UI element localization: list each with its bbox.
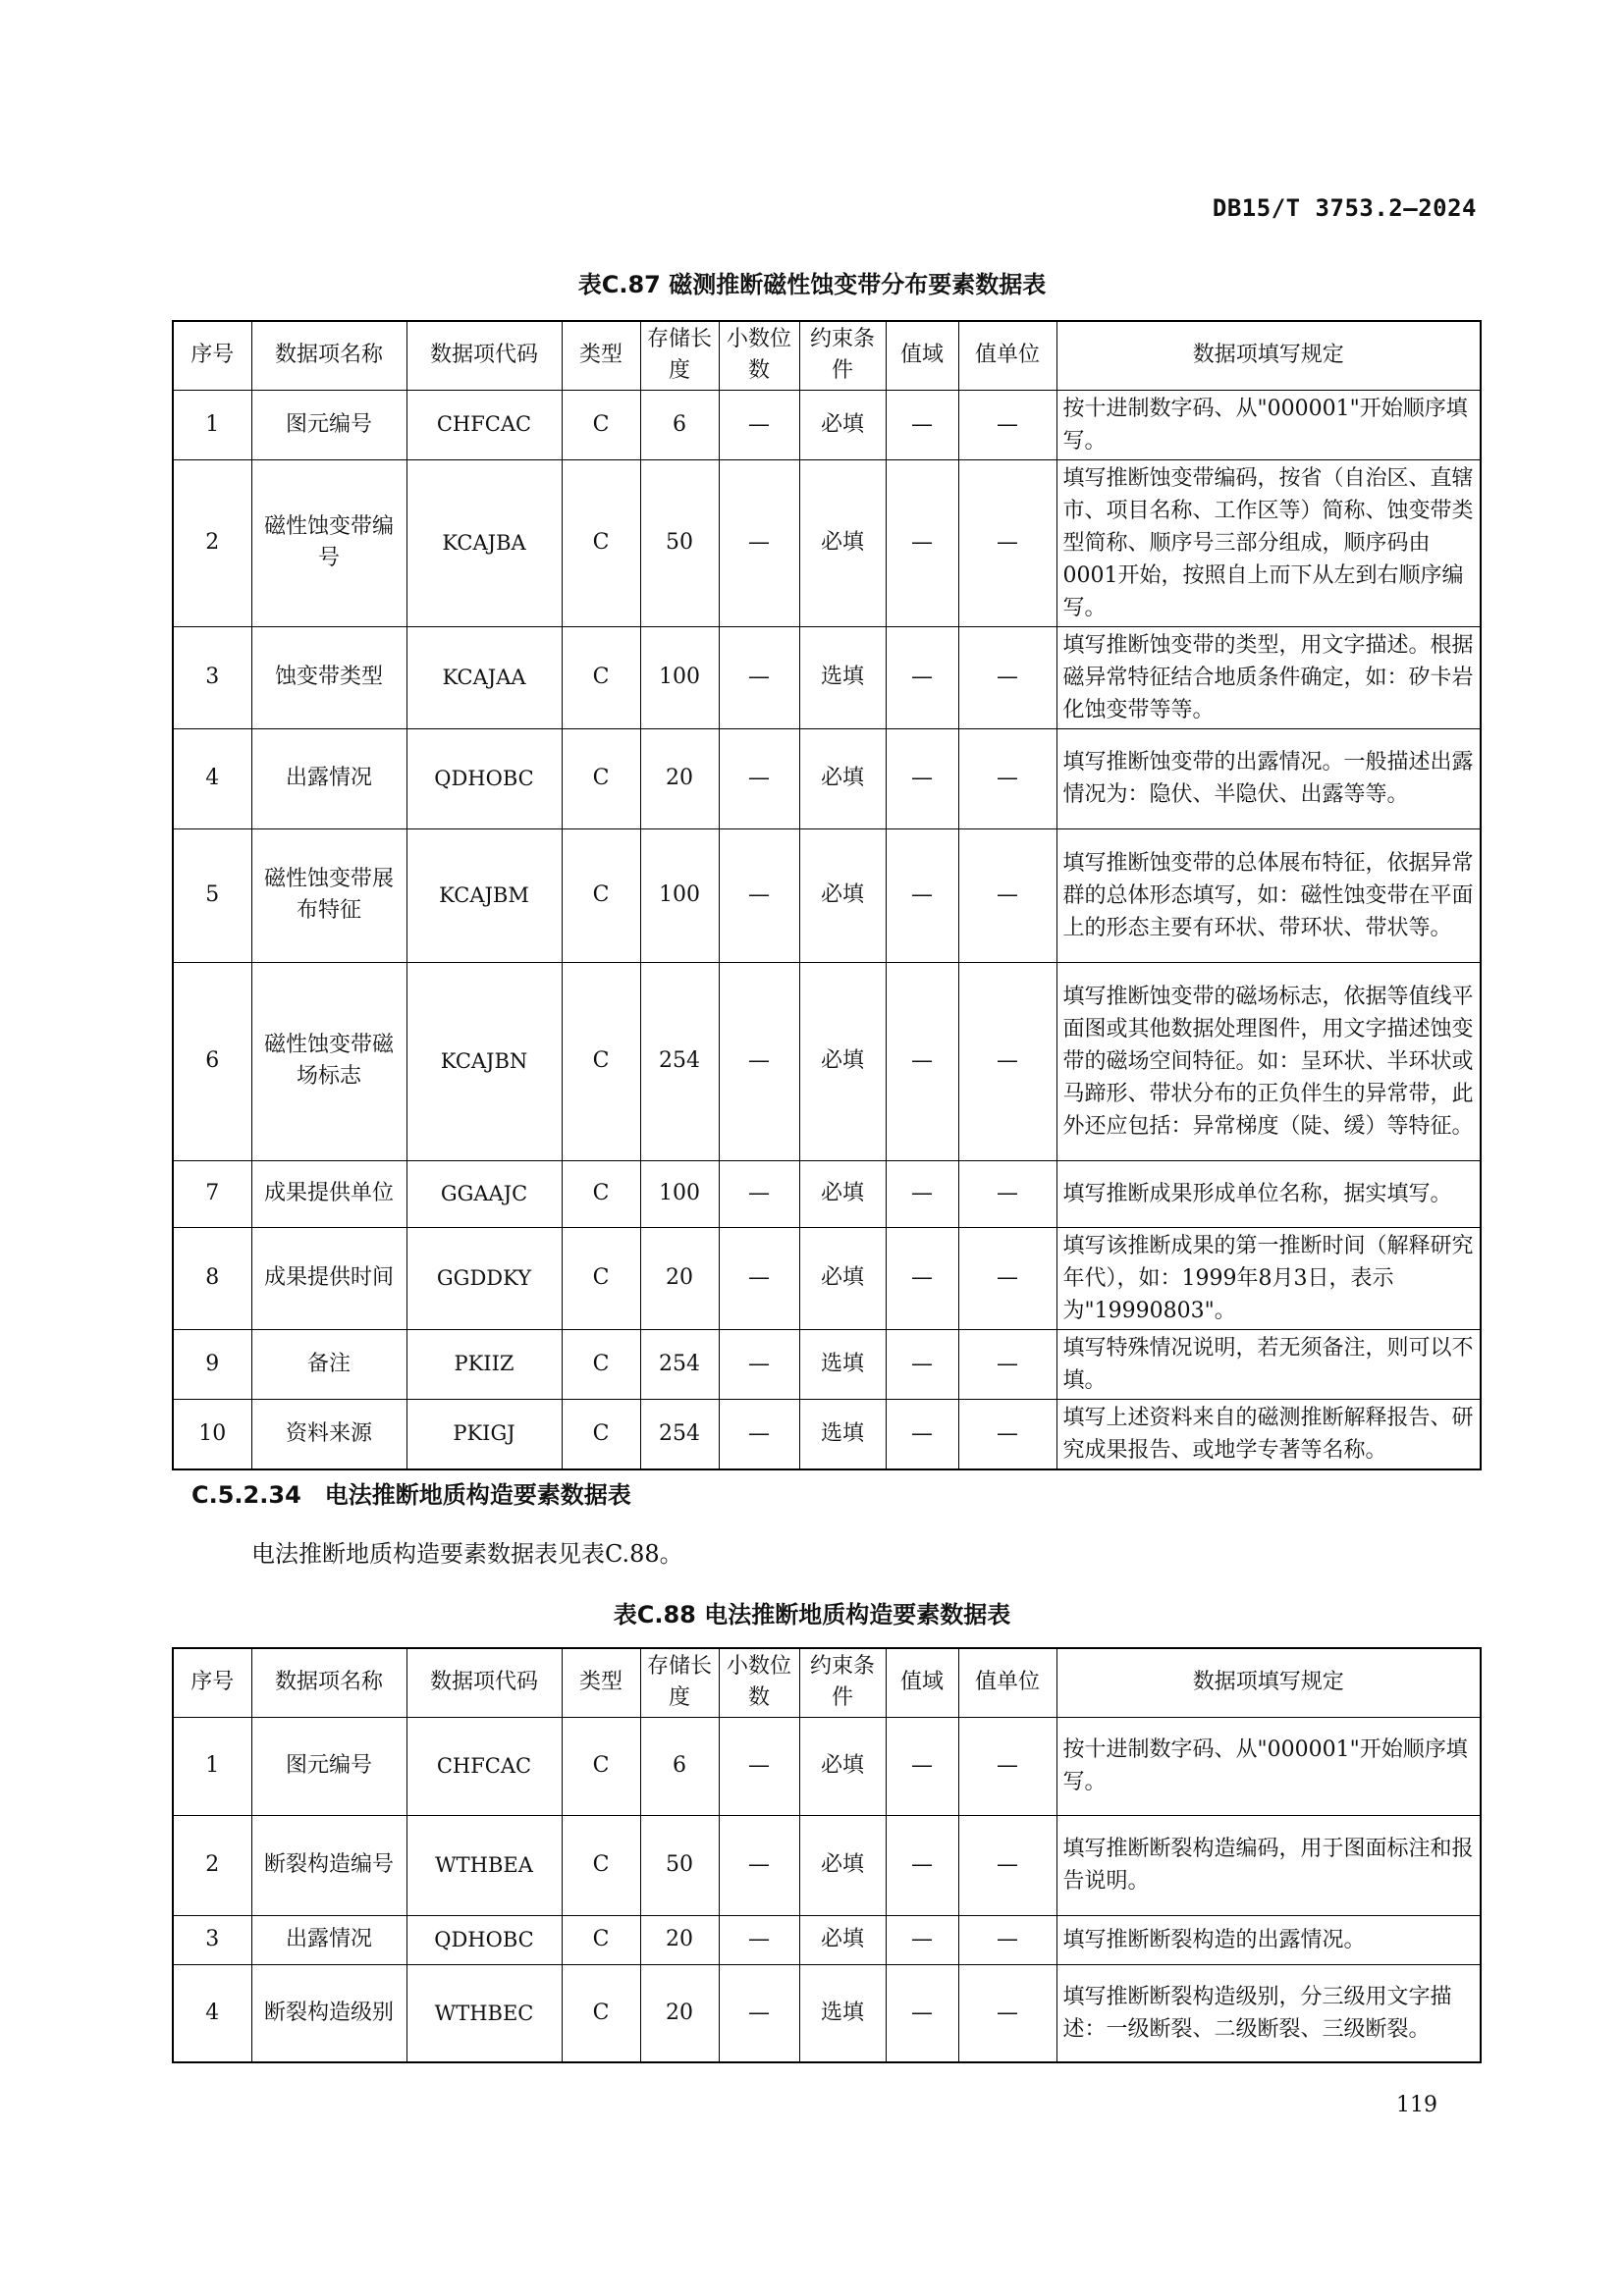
cell-length: 50 xyxy=(640,1815,719,1915)
table-row xyxy=(173,1329,1481,1399)
cell-type: C xyxy=(562,390,640,459)
cell-decimal: — xyxy=(719,1329,799,1399)
cell-constraint: 必填 xyxy=(799,1915,886,1964)
cell-seq: 3 xyxy=(173,1915,251,1964)
section-title: 电法推断地质构造要素数据表 xyxy=(324,1481,631,1509)
cell-unit: — xyxy=(958,1915,1056,1964)
table-row xyxy=(173,962,1481,1160)
cell-decimal: — xyxy=(719,728,799,828)
cell-type: C xyxy=(562,1915,640,1964)
cell-unit: — xyxy=(958,1399,1056,1469)
cell-seq: 4 xyxy=(173,1964,251,2062)
cell-item-code: QDHOBC xyxy=(406,728,562,828)
table-row xyxy=(173,390,1481,459)
table-row xyxy=(173,459,1481,626)
table-row xyxy=(173,1227,1481,1329)
cell-unit: — xyxy=(958,1227,1056,1329)
cell-length: 254 xyxy=(640,1329,719,1399)
cell-type: C xyxy=(562,459,640,626)
cell-item-name: 断裂构造编号 xyxy=(251,1815,406,1915)
cell-constraint: 必填 xyxy=(799,390,886,459)
table-row xyxy=(173,1815,1481,1915)
col-header-rule: 数据项填写规定 xyxy=(1056,1648,1481,1717)
col-header-decimal: 小数位数 xyxy=(719,1648,799,1717)
cell-type: C xyxy=(562,828,640,962)
col-header-unit: 值单位 xyxy=(958,321,1056,390)
cell-seq: 1 xyxy=(173,390,251,459)
cell-rule: 填写上述资料来自的磁测推断解释报告、研究成果报告、或地学专著等名称。 xyxy=(1056,1399,1481,1469)
col-header-constraint: 约束条件 xyxy=(799,321,886,390)
table-row xyxy=(173,626,1481,728)
table-row xyxy=(173,728,1481,828)
cell-seq: 4 xyxy=(173,728,251,828)
page-number: 119 xyxy=(1396,2093,1437,2117)
col-header-constraint: 约束条件 xyxy=(799,1648,886,1717)
cell-length: 20 xyxy=(640,1915,719,1964)
table-88 xyxy=(172,1647,1482,2063)
cell-range: — xyxy=(886,626,958,728)
cell-range: — xyxy=(886,1717,958,1815)
cell-seq: 7 xyxy=(173,1160,251,1227)
cell-decimal: — xyxy=(719,459,799,626)
col-header-type: 类型 xyxy=(562,321,640,390)
cell-item-name: 断裂构造级别 xyxy=(251,1964,406,2062)
cell-item-code: KCAJBM xyxy=(406,828,562,962)
cell-range: — xyxy=(886,1160,958,1227)
section-heading xyxy=(191,1475,631,1510)
standard-number: DB15/T 3753.2—2024 xyxy=(1212,194,1477,222)
cell-type: C xyxy=(562,1964,640,2062)
cell-decimal: — xyxy=(719,1964,799,2062)
cell-constraint: 必填 xyxy=(799,828,886,962)
cell-length: 100 xyxy=(640,1160,719,1227)
cell-item-name: 资料来源 xyxy=(251,1399,406,1469)
cell-length: 6 xyxy=(640,1717,719,1815)
col-header-length: 存储长度 xyxy=(640,1648,719,1717)
cell-range: — xyxy=(886,962,958,1160)
cell-unit: — xyxy=(958,459,1056,626)
cell-rule: 填写特殊情况说明，若无须备注，则可以不填。 xyxy=(1056,1329,1481,1399)
cell-type: C xyxy=(562,626,640,728)
cell-item-code: QDHOBC xyxy=(406,1915,562,1964)
table-87-header-row xyxy=(173,321,1481,390)
cell-item-name: 图元编号 xyxy=(251,1717,406,1815)
cell-decimal: — xyxy=(719,626,799,728)
cell-unit: — xyxy=(958,1329,1056,1399)
table-row xyxy=(173,828,1481,962)
cell-item-name: 磁性蚀变带磁场标志 xyxy=(251,962,406,1160)
cell-item-code: KCAJAA xyxy=(406,626,562,728)
cell-item-name: 成果提供单位 xyxy=(251,1160,406,1227)
cell-type: C xyxy=(562,1717,640,1815)
cell-rule: 填写推断蚀变带编码，按省（自治区、直辖市、项目名称、工作区等）简称、蚀变带类型简称、顺序号三部分组成，顺序码由0001开始，按照自上而下从左到右顺序编写。 xyxy=(1056,459,1481,626)
cell-constraint: 必填 xyxy=(799,1160,886,1227)
cell-item-name: 磁性蚀变带编号 xyxy=(251,459,406,626)
col-header-seq: 序号 xyxy=(173,1648,251,1717)
cell-constraint: 选填 xyxy=(799,626,886,728)
cell-type: C xyxy=(562,1815,640,1915)
cell-unit: — xyxy=(958,626,1056,728)
cell-length: 254 xyxy=(640,1399,719,1469)
cell-range: — xyxy=(886,1399,958,1469)
cell-rule: 填写推断断裂构造的出露情况。 xyxy=(1056,1915,1481,1964)
cell-rule: 填写推断断裂构造编码，用于图面标注和报告说明。 xyxy=(1056,1815,1481,1915)
table-87 xyxy=(172,320,1482,1470)
cell-rule: 按十进制数字码、从"000001"开始顺序填写。 xyxy=(1056,1717,1481,1815)
col-header-range: 值域 xyxy=(886,1648,958,1717)
cell-rule: 填写推断蚀变带的出露情况。一般描述出露情况为：隐伏、半隐伏、出露等等。 xyxy=(1056,728,1481,828)
section-number: C.5.2.34 xyxy=(191,1481,301,1509)
table-87-caption: 表C.87 磁测推断磁性蚀变带分布要素数据表 xyxy=(577,271,1047,298)
cell-item-code: CHFCAC xyxy=(406,1717,562,1815)
cell-rule: 填写推断断裂构造级别，分三级用文字描述：一级断裂、二级断裂、三级断裂。 xyxy=(1056,1964,1481,2062)
cell-range: — xyxy=(886,1329,958,1399)
cell-decimal: — xyxy=(719,1160,799,1227)
cell-seq: 10 xyxy=(173,1399,251,1469)
cell-type: C xyxy=(562,1329,640,1399)
cell-unit: — xyxy=(958,1815,1056,1915)
cell-range: — xyxy=(886,459,958,626)
cell-range: — xyxy=(886,1227,958,1329)
cell-item-name: 磁性蚀变带展布特征 xyxy=(251,828,406,962)
cell-decimal: — xyxy=(719,962,799,1160)
cell-seq: 8 xyxy=(173,1227,251,1329)
table-88-header-row xyxy=(173,1648,1481,1717)
cell-constraint: 选填 xyxy=(799,1964,886,2062)
cell-item-code: PKIIZ xyxy=(406,1329,562,1399)
cell-constraint: 必填 xyxy=(799,962,886,1160)
cell-range: — xyxy=(886,1964,958,2062)
cell-range: — xyxy=(886,1815,958,1915)
cell-rule: 填写推断蚀变带的类型，用文字描述。根据磁异常特征结合地质条件确定，如：矽卡岩化蚀变带等等。 xyxy=(1056,626,1481,728)
cell-rule: 填写推断蚀变带的磁场标志，依据等值线平面图或其他数据处理图件，用文字描述蚀变带的磁场空间特征。如：呈环状、半环状或马蹄形、带状分布的正负伴生的异常带，此外还应包括：异常梯度（陡、缓）等特征。 xyxy=(1056,962,1481,1160)
cell-decimal: — xyxy=(719,1399,799,1469)
col-header-length: 存储长度 xyxy=(640,321,719,390)
cell-decimal: — xyxy=(719,1815,799,1915)
col-header-type: 类型 xyxy=(562,1648,640,1717)
cell-constraint: 必填 xyxy=(799,728,886,828)
cell-unit: — xyxy=(958,1964,1056,2062)
cell-item-code: KCAJBA xyxy=(406,459,562,626)
cell-seq: 2 xyxy=(173,459,251,626)
cell-rule: 填写推断成果形成单位名称，据实填写。 xyxy=(1056,1160,1481,1227)
table-row xyxy=(173,1964,1481,2062)
cell-item-code: GGDDKY xyxy=(406,1227,562,1329)
cell-seq: 6 xyxy=(173,962,251,1160)
table-row xyxy=(173,1399,1481,1469)
cell-decimal: — xyxy=(719,1717,799,1815)
table-88-caption: 表C.88 电法推断地质构造要素数据表 xyxy=(613,1601,1011,1629)
cell-constraint: 必填 xyxy=(799,1717,886,1815)
cell-item-name: 成果提供时间 xyxy=(251,1227,406,1329)
cell-length: 100 xyxy=(640,828,719,962)
cell-rule: 填写该推断成果的第一推断时间（解释研究年代），如：1999年8月3日，表示为"19990803"。 xyxy=(1056,1227,1481,1329)
col-header-item-name: 数据项名称 xyxy=(251,1648,406,1717)
cell-range: — xyxy=(886,390,958,459)
cell-item-name: 备注 xyxy=(251,1329,406,1399)
col-header-unit: 值单位 xyxy=(958,1648,1056,1717)
cell-type: C xyxy=(562,728,640,828)
table-row xyxy=(173,1160,1481,1227)
cell-range: — xyxy=(886,1915,958,1964)
cell-constraint: 必填 xyxy=(799,1815,886,1915)
cell-item-code: KCAJBN xyxy=(406,962,562,1160)
cell-length: 20 xyxy=(640,728,719,828)
cell-length: 20 xyxy=(640,1964,719,2062)
cell-item-code: CHFCAC xyxy=(406,390,562,459)
col-header-item-code: 数据项代码 xyxy=(406,1648,562,1717)
cell-length: 20 xyxy=(640,1227,719,1329)
col-header-rule: 数据项填写规定 xyxy=(1056,321,1481,390)
cell-decimal: — xyxy=(719,828,799,962)
cell-item-name: 蚀变带类型 xyxy=(251,626,406,728)
cell-constraint: 选填 xyxy=(799,1329,886,1399)
cell-type: C xyxy=(562,1399,640,1469)
col-header-range: 值域 xyxy=(886,321,958,390)
cell-unit: — xyxy=(958,828,1056,962)
cell-seq: 1 xyxy=(173,1717,251,1815)
cell-rule: 填写推断蚀变带的总体展布特征，依据异常群的总体形态填写，如：磁性蚀变带在平面上的形态主要有环状、带环状、带状等。 xyxy=(1056,828,1481,962)
cell-seq: 5 xyxy=(173,828,251,962)
cell-range: — xyxy=(886,728,958,828)
cell-seq: 2 xyxy=(173,1815,251,1915)
cell-type: C xyxy=(562,962,640,1160)
cell-item-code: WTHBEA xyxy=(406,1815,562,1915)
cell-constraint: 必填 xyxy=(799,1227,886,1329)
cell-unit: — xyxy=(958,1717,1056,1815)
cell-constraint: 选填 xyxy=(799,1399,886,1469)
cell-unit: — xyxy=(958,1160,1056,1227)
cell-decimal: — xyxy=(719,390,799,459)
cell-item-name: 出露情况 xyxy=(251,728,406,828)
cell-seq: 9 xyxy=(173,1329,251,1399)
cell-type: C xyxy=(562,1160,640,1227)
section-paragraph: 电法推断地质构造要素数据表见表C.88。 xyxy=(251,1540,683,1568)
cell-rule: 按十进制数字码、从"000001"开始顺序填写。 xyxy=(1056,390,1481,459)
col-header-decimal: 小数位数 xyxy=(719,321,799,390)
cell-unit: — xyxy=(958,962,1056,1160)
cell-unit: — xyxy=(958,728,1056,828)
cell-length: 254 xyxy=(640,962,719,1160)
table-row xyxy=(173,1717,1481,1815)
cell-item-name: 图元编号 xyxy=(251,390,406,459)
col-header-seq: 序号 xyxy=(173,321,251,390)
col-header-item-name: 数据项名称 xyxy=(251,321,406,390)
cell-item-code: GGAAJC xyxy=(406,1160,562,1227)
table-row xyxy=(173,1915,1481,1964)
cell-length: 100 xyxy=(640,626,719,728)
cell-constraint: 必填 xyxy=(799,459,886,626)
cell-length: 6 xyxy=(640,390,719,459)
cell-item-code: PKIGJ xyxy=(406,1399,562,1469)
cell-seq: 3 xyxy=(173,626,251,728)
cell-item-code: WTHBEC xyxy=(406,1964,562,2062)
cell-decimal: — xyxy=(719,1915,799,1964)
cell-decimal: — xyxy=(719,1227,799,1329)
cell-unit: — xyxy=(958,390,1056,459)
col-header-item-code: 数据项代码 xyxy=(406,321,562,390)
cell-type: C xyxy=(562,1227,640,1329)
cell-item-name: 出露情况 xyxy=(251,1915,406,1964)
cell-range: — xyxy=(886,828,958,962)
cell-length: 50 xyxy=(640,459,719,626)
